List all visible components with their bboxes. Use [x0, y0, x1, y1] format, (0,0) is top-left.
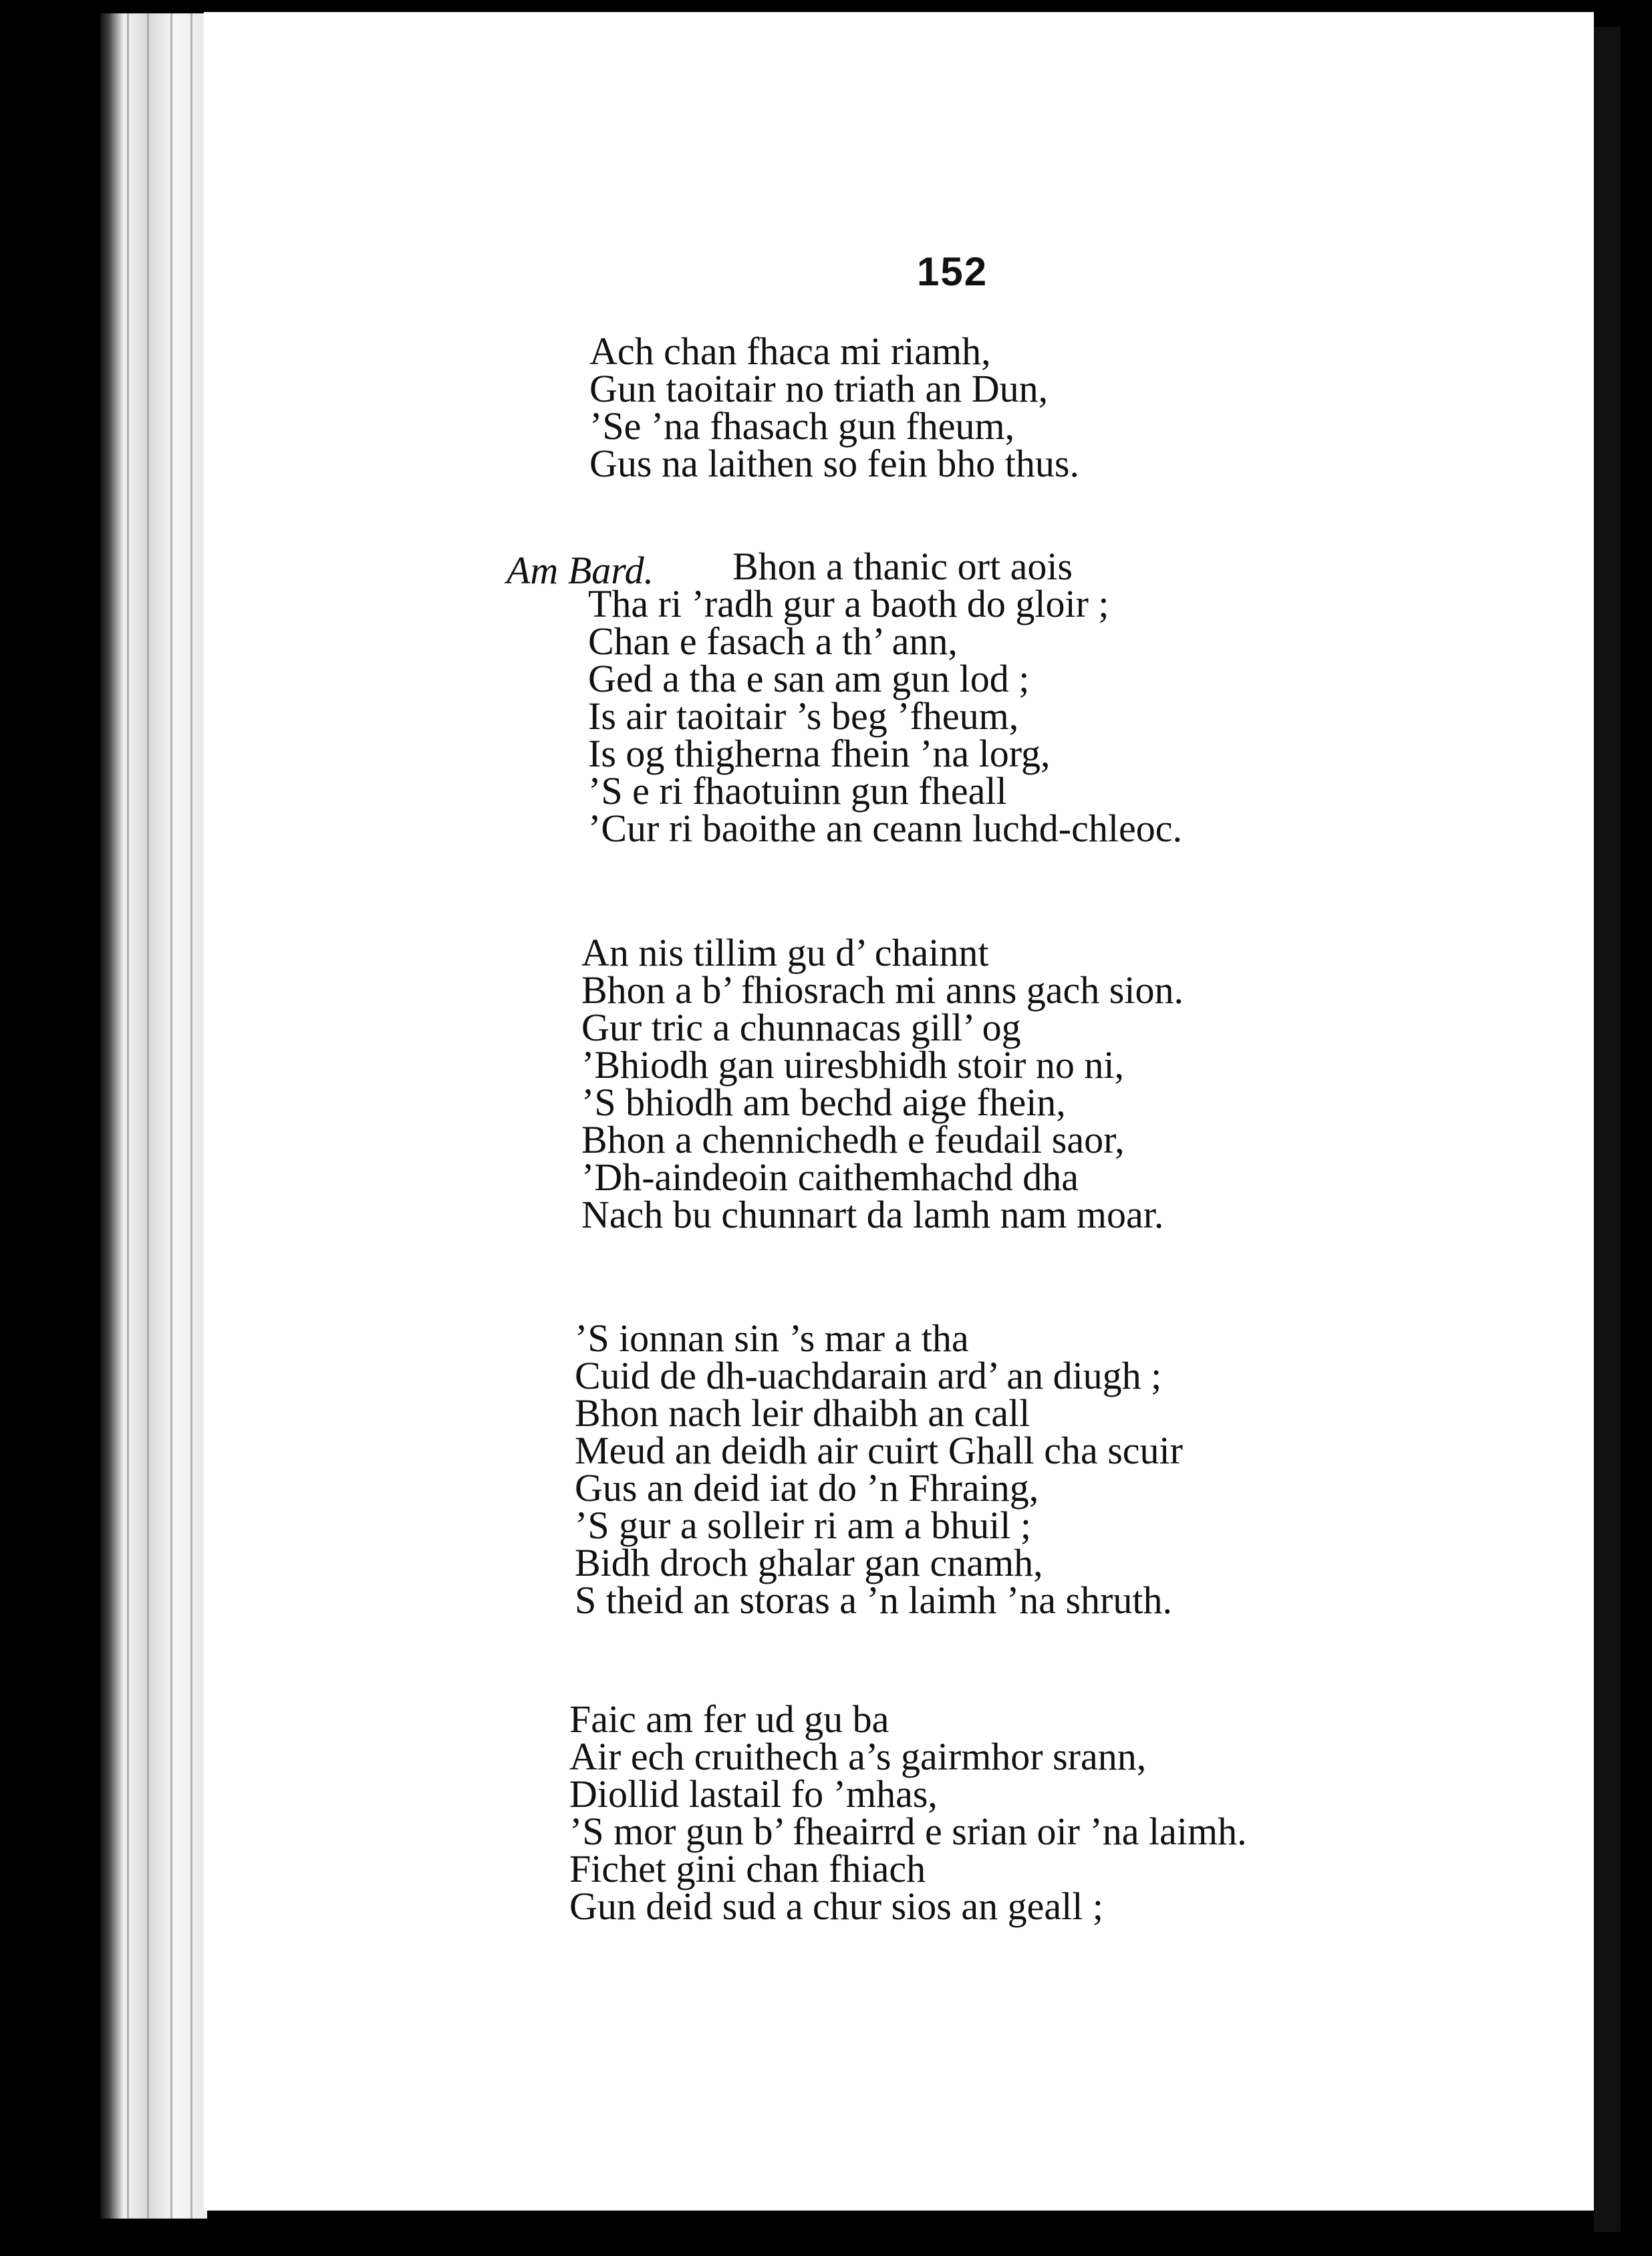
verse-line: ’Dh-aindeoin caithemhachd dha: [581, 1155, 1079, 1199]
book-gutter: [100, 13, 207, 2219]
verse-line: Air ech cruithech a’s gairmhor srann,: [569, 1735, 1147, 1778]
verse-line: Tha ri ’radh gur a baoth do gloir ;: [588, 582, 1109, 625]
verse-line: ’Cur ri baoithe an ceann luchd-chleoc.: [588, 807, 1182, 850]
verse-line: ’S mor gun b’ fheairrd e srian oir ’na laimh.: [569, 1810, 1247, 1853]
verse-line: ’S ionnan sin ’s mar a tha: [575, 1316, 969, 1360]
verse-line: ’S gur a solleir ri am a bhuil ;: [575, 1504, 1031, 1547]
verse-line: Gur tric a chunnacas gill’ og: [581, 1006, 1021, 1049]
verse-line: ’Bhiodh gan uiresbhidh stoir no ni,: [581, 1043, 1124, 1087]
verse-line: Nach bu chunnart da lamh nam moar.: [581, 1193, 1164, 1236]
stanza-5: [569, 1697, 1247, 1928]
verse-line: Gun taoitair no triath an Dun,: [589, 367, 1049, 410]
verse-line: Bhon nach leir dhaibh an call: [575, 1391, 1030, 1435]
verse-line: ’Se ’na fhasach gun fheum,: [589, 404, 1015, 448]
stanza-2: [588, 582, 1182, 850]
verse-line: Faic am fer ud gu ba: [569, 1697, 889, 1741]
page-number: 152: [917, 249, 988, 294]
verse-line: Diollid lastail fo ’mhas,: [569, 1772, 938, 1816]
verse-line: Bhon a thanic ort aois: [732, 545, 1073, 588]
verse-line: Bhon a b’ fhiosrach mi anns gach sion.: [581, 968, 1184, 1012]
page-right-edge: [1594, 27, 1621, 2232]
verse-line: Chan e fasach a th’ ann,: [588, 619, 958, 663]
stanza-4: [575, 1316, 1183, 1622]
verse-line: Cuid de dh-uachdarain ard’ an diugh ;: [575, 1354, 1162, 1397]
stanza-2-first-line: [732, 545, 1073, 588]
verse-line: Is air taoitair ’s beg ’fheum,: [588, 694, 1019, 738]
verse-line: Bhon a chennichedh e feudail saor,: [581, 1118, 1125, 1161]
page-edge-line: [170, 13, 172, 2219]
stanza-1: [589, 329, 1079, 485]
verse-line: ’S e ri fhaotuinn gun fheall: [588, 769, 1007, 813]
verse-line: Is og thigherna fhein ’na lorg,: [588, 732, 1051, 775]
page-edge-line: [147, 13, 149, 2219]
verse-line: Gus na laithen so fein bho thus.: [589, 442, 1079, 485]
verse-line: Ged a tha e san am gun lod ;: [588, 657, 1030, 700]
verse-line: Fichet gini chan fhiach: [569, 1847, 926, 1890]
speaker-label: Am Bard.: [507, 549, 654, 592]
verse-line: Bidh droch ghalar gan cnamh,: [575, 1541, 1043, 1584]
verse-line: Gus an deid iat do ’n Fhraing,: [575, 1466, 1039, 1510]
verse-line: Meud an deidh air cuirt Ghall cha scuir: [575, 1429, 1183, 1472]
verse-line: ’S bhiodh am bechd aige fhein,: [581, 1081, 1066, 1124]
page-edge-line: [190, 13, 192, 2219]
page-edge-line: [127, 13, 129, 2219]
stanza-3: [581, 931, 1184, 1236]
verse-line: An nis tillim gu d’ chainnt: [581, 931, 989, 974]
verse-line: S theid an storas a ’n laimh ’na shruth.: [575, 1578, 1172, 1622]
verse-line: Ach chan fhaca mi riamh,: [589, 329, 991, 373]
verse-line: Gun deid sud a chur sios an geall ;: [569, 1884, 1103, 1928]
